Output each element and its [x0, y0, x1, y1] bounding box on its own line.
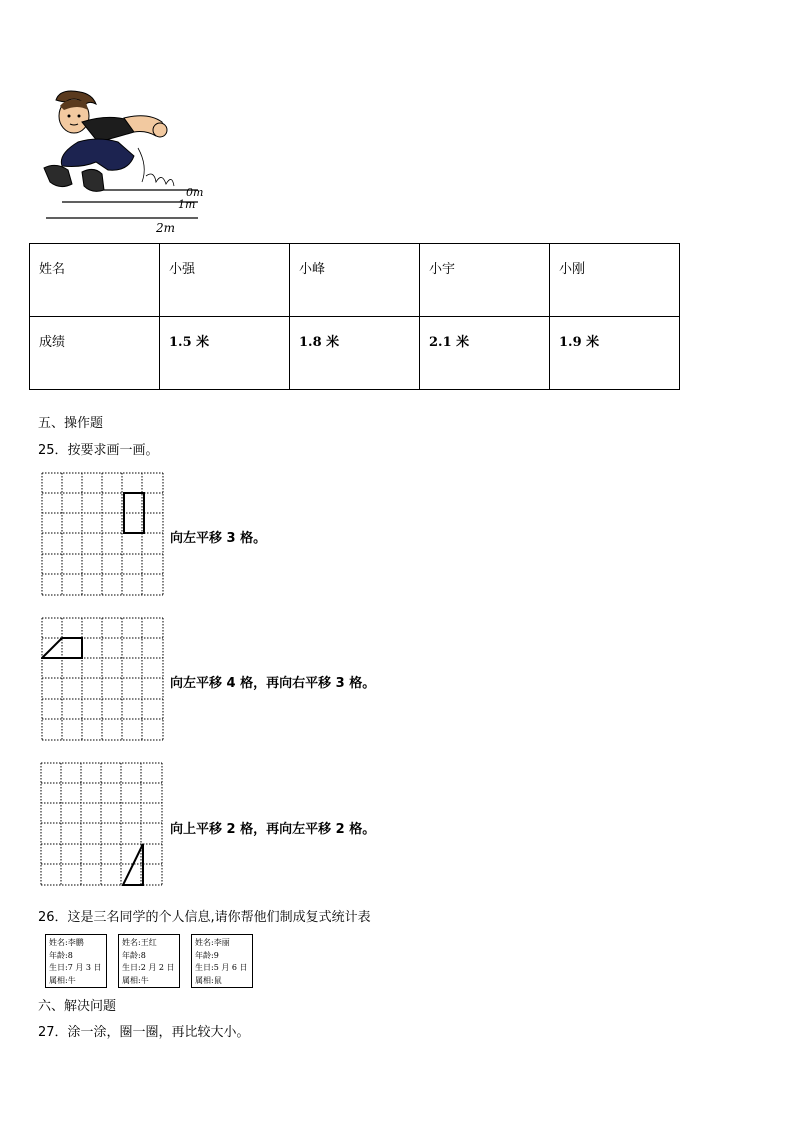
score-cell: 2.1 米 — [420, 317, 550, 390]
table-row — [30, 317, 680, 390]
row-header-name: 姓名 — [30, 244, 160, 317]
card-age: 年龄:9 — [195, 950, 219, 960]
section-heading-6: 六、解决问题 — [38, 999, 117, 1014]
row-header-score: 成绩 — [30, 317, 160, 390]
card-zodiac: 属相:牛 — [49, 975, 76, 985]
section-heading-5: 五、操作题 — [38, 416, 104, 431]
card-name: 姓名:李鹏 — [49, 938, 84, 947]
name-cell: 小刚 — [550, 244, 680, 317]
card-age: 年龄:8 — [49, 950, 73, 960]
card-zodiac: 属相:鼠 — [195, 975, 222, 985]
card-birthday: 生日:2 月 2 日 — [122, 963, 175, 972]
student-card — [191, 934, 253, 988]
card-zodiac: 属相:牛 — [122, 975, 149, 985]
question-25-title: 25．按要求画一画。 — [38, 443, 159, 458]
grid-task-2 — [41, 617, 167, 743]
name-cell: 小强 — [160, 244, 290, 317]
mark-2m: 2m — [156, 221, 176, 235]
card-name: 姓名:王红 — [122, 938, 157, 947]
scores-table — [29, 243, 680, 390]
grid-task-1 — [41, 472, 167, 598]
student-card — [118, 934, 180, 988]
name-cell: 小峰 — [290, 244, 420, 317]
question-27-title: 27．涂一涂，圈一圈，再比较大小。 — [38, 1025, 250, 1040]
task-2-instruction: 向左平移 4 格，再向右平移 3 格。 — [170, 676, 376, 691]
card-age: 年龄:8 — [122, 950, 146, 960]
question-26-title: 26．这是三名同学的个人信息,请你帮他们制成复式统计表 — [38, 910, 371, 925]
long-jump-illustration — [38, 86, 218, 236]
student-card — [45, 934, 107, 988]
card-birthday: 生日:5 月 6 日 — [195, 963, 248, 972]
task-1-instruction: 向左平移 3 格。 — [170, 531, 267, 546]
score-cell: 1.5 米 — [160, 317, 290, 390]
mark-1m: 1m — [178, 198, 196, 211]
score-cell: 1.8 米 — [290, 317, 420, 390]
mark-0m: 0m — [186, 186, 204, 199]
card-birthday: 生日:7 月 3 日 — [49, 963, 102, 972]
score-cell: 1.9 米 — [550, 317, 680, 390]
task-3-instruction: 向上平移 2 格，再向左平移 2 格。 — [170, 822, 376, 837]
card-name: 姓名:李丽 — [195, 938, 230, 947]
table-row — [30, 244, 680, 317]
name-cell: 小宇 — [420, 244, 550, 317]
grid-task-3 — [40, 762, 166, 888]
